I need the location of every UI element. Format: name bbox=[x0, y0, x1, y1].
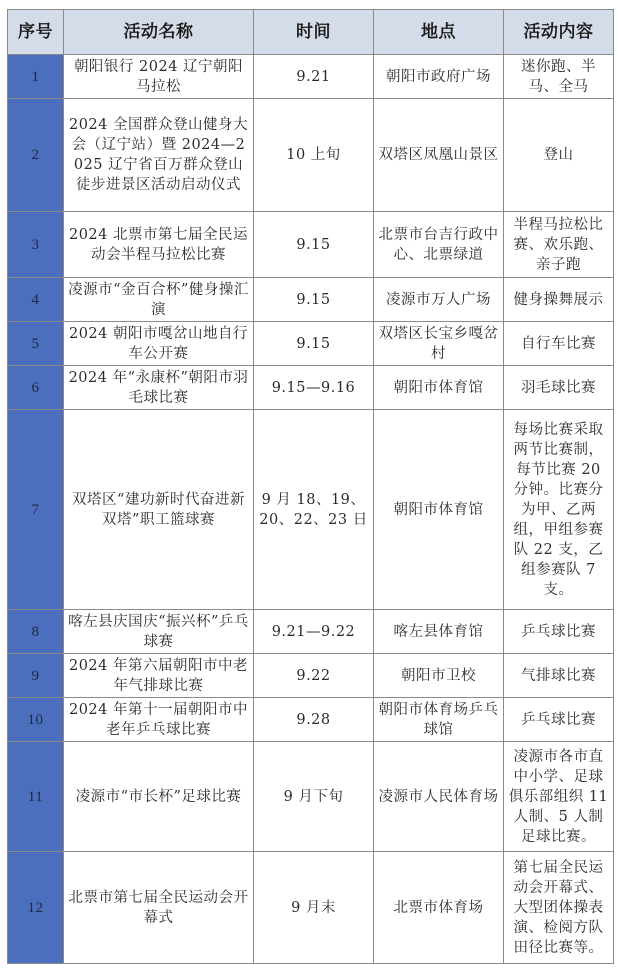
activity-name: 2024 全国群众登山健身大会（辽宁站）暨 2024—2025 辽宁省百万群众登山徒步进景区活动启动仪式 bbox=[64, 99, 254, 212]
header-name: 活动名称 bbox=[64, 10, 254, 55]
row-number: 5 bbox=[8, 322, 64, 366]
table-row bbox=[8, 654, 614, 698]
activity-place: 朝阳市体育馆 bbox=[374, 366, 504, 410]
activity-time: 9.21—9.22 bbox=[254, 610, 374, 654]
activity-name: 北票市第七届全民运动会开幕式 bbox=[64, 852, 254, 964]
row-number: 11 bbox=[8, 742, 64, 852]
row-number: 7 bbox=[8, 410, 64, 610]
table-row bbox=[8, 742, 614, 852]
table-row bbox=[8, 99, 614, 212]
row-number: 9 bbox=[8, 654, 64, 698]
table-row bbox=[8, 698, 614, 742]
table-row bbox=[8, 366, 614, 410]
activity-place: 双塔区凤凰山景区 bbox=[374, 99, 504, 212]
table-row bbox=[8, 322, 614, 366]
activity-name: 凌源市“市长杯”足球比赛 bbox=[64, 742, 254, 852]
activity-content: 气排球比赛 bbox=[504, 654, 614, 698]
activity-time: 9.21 bbox=[254, 55, 374, 99]
activity-content: 乒乓球比赛 bbox=[504, 698, 614, 742]
activity-time: 9.15 bbox=[254, 212, 374, 278]
activity-time: 9.15 bbox=[254, 322, 374, 366]
activity-name: 2024 朝阳市嘎岔山地自行车公开赛 bbox=[64, 322, 254, 366]
activity-table-container bbox=[7, 9, 613, 964]
table-row bbox=[8, 410, 614, 610]
header-place: 地点 bbox=[374, 10, 504, 55]
activity-content: 羽毛球比赛 bbox=[504, 366, 614, 410]
activity-content: 半程马拉松比赛、欢乐跑、亲子跑 bbox=[504, 212, 614, 278]
row-number: 6 bbox=[8, 366, 64, 410]
activity-time: 9 月下旬 bbox=[254, 742, 374, 852]
activity-place: 北票市台吉行政中心、北票绿道 bbox=[374, 212, 504, 278]
row-number: 4 bbox=[8, 278, 64, 322]
activity-time: 10 上旬 bbox=[254, 99, 374, 212]
activity-time: 9.15—9.16 bbox=[254, 366, 374, 410]
activity-content: 自行车比赛 bbox=[504, 322, 614, 366]
header-time: 时间 bbox=[254, 10, 374, 55]
row-number: 2 bbox=[8, 99, 64, 212]
activity-time: 9 月末 bbox=[254, 852, 374, 964]
row-number: 12 bbox=[8, 852, 64, 964]
activity-place: 朝阳市体育馆 bbox=[374, 410, 504, 610]
activity-name: 2024 年“永康杯”朝阳市羽毛球比赛 bbox=[64, 366, 254, 410]
activity-content: 健身操舞展示 bbox=[504, 278, 614, 322]
activity-place: 朝阳市卫校 bbox=[374, 654, 504, 698]
activity-name: 2024 北票市第七届全民运动会半程马拉松比赛 bbox=[64, 212, 254, 278]
activity-content: 每场比赛采取两节比赛制，每节比赛 20 分钟。比赛分为甲、乙两组，甲组参赛队 22 支，乙组参赛队 7 支。 bbox=[504, 410, 614, 610]
activity-time: 9.22 bbox=[254, 654, 374, 698]
header-content: 活动内容 bbox=[504, 10, 614, 55]
activity-content: 乒乓球比赛 bbox=[504, 610, 614, 654]
activity-name: 2024 年第十一届朝阳市中老年乒乓球比赛 bbox=[64, 698, 254, 742]
activity-content: 登山 bbox=[504, 99, 614, 212]
activity-name: 双塔区“建功新时代奋进新双塔”职工篮球赛 bbox=[64, 410, 254, 610]
row-number: 8 bbox=[8, 610, 64, 654]
row-number: 1 bbox=[8, 55, 64, 99]
activity-place: 北票市体育场 bbox=[374, 852, 504, 964]
activity-place: 凌源市万人广场 bbox=[374, 278, 504, 322]
activity-place: 朝阳市体育场乒乓球馆 bbox=[374, 698, 504, 742]
table-row bbox=[8, 55, 614, 99]
activity-place: 喀左县体育馆 bbox=[374, 610, 504, 654]
activity-content: 迷你跑、半马、全马 bbox=[504, 55, 614, 99]
activity-name: 2024 年第六届朝阳市中老年气排球比赛 bbox=[64, 654, 254, 698]
activity-time: 9 月 18、19、20、22、23 日 bbox=[254, 410, 374, 610]
row-number: 3 bbox=[8, 212, 64, 278]
activity-place: 双塔区长宝乡嘎岔村 bbox=[374, 322, 504, 366]
table-row bbox=[8, 610, 614, 654]
header-no: 序号 bbox=[8, 10, 64, 55]
activity-content: 凌源市各市直中小学、足球俱乐部组织 11 人制、5 人制足球比赛。 bbox=[504, 742, 614, 852]
activity-place: 朝阳市政府广场 bbox=[374, 55, 504, 99]
activity-time: 9.15 bbox=[254, 278, 374, 322]
table-row bbox=[8, 852, 614, 964]
activity-time: 9.28 bbox=[254, 698, 374, 742]
table-row bbox=[8, 278, 614, 322]
row-number: 10 bbox=[8, 698, 64, 742]
activity-name: 凌源市“金百合杯”健身操汇演 bbox=[64, 278, 254, 322]
table-header-row bbox=[8, 10, 614, 55]
activity-name: 朝阳银行 2024 辽宁朝阳马拉松 bbox=[64, 55, 254, 99]
activity-place: 凌源市人民体育场 bbox=[374, 742, 504, 852]
activity-schedule-table bbox=[7, 9, 614, 964]
activity-content: 第七届全民运动会开幕式、大型团体操表演、检阅方队田径比赛等。 bbox=[504, 852, 614, 964]
table-row bbox=[8, 212, 614, 278]
activity-name: 喀左县庆国庆“振兴杯”乒乓球赛 bbox=[64, 610, 254, 654]
